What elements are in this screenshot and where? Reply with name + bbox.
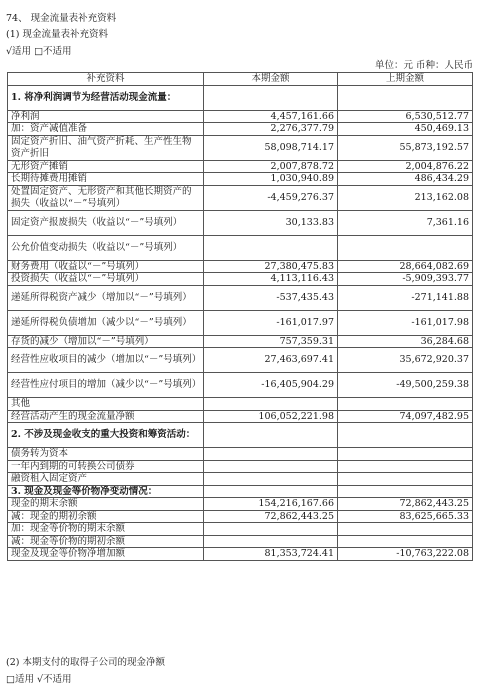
table-row (8, 448, 473, 461)
row-current-amount: 154,216,167.66 (204, 498, 338, 511)
row-label: 投资损失（收益以“－”号填列） (8, 273, 204, 286)
row-current-amount: 4,113,116.43 (204, 273, 338, 286)
row-label: 1. 将净利润调节为经营活动现金流量： (8, 85, 204, 110)
table-row (8, 160, 473, 173)
row-current-amount: 30,133.83 (204, 210, 338, 235)
row-current-amount (204, 523, 338, 536)
row-previous-amount: 28,664,082.69 (338, 260, 473, 273)
row-label: 其他 (8, 398, 204, 411)
row-previous-amount (338, 85, 473, 110)
table-row (8, 485, 473, 498)
row-current-amount (204, 535, 338, 548)
row-current-amount (204, 398, 338, 411)
table-row (8, 273, 473, 286)
row-previous-amount (338, 448, 473, 461)
table-row (8, 335, 473, 348)
row-label: 融资租入固定资产 (8, 473, 204, 486)
row-current-amount: 58,098,714.17 (204, 135, 338, 160)
row-current-amount: 2,276,377.79 (204, 123, 338, 136)
table-row (8, 423, 473, 448)
row-current-amount: -161,017.97 (204, 310, 338, 335)
row-label: 存货的减少（增加以“－”号填列） (8, 335, 204, 348)
table-row (8, 348, 473, 373)
row-current-amount: 2,007,878.72 (204, 160, 338, 173)
row-previous-amount (338, 398, 473, 411)
row-previous-amount (338, 473, 473, 486)
table-row (8, 410, 473, 423)
table-row (8, 173, 473, 186)
header-previous: 上期金额 (338, 73, 473, 86)
header-current: 本期金额 (204, 73, 338, 86)
units-label: 单位：元 币种：人民币 (374, 60, 473, 71)
table-row (8, 373, 473, 398)
table-row (8, 310, 473, 335)
row-label: 递延所得税负债增加（减少以“－”号填列） (8, 310, 204, 335)
row-previous-amount: -5,909,393.77 (338, 273, 473, 286)
table-row (8, 510, 473, 523)
row-label: 处置固定资产、无形资产和其他长期资产的损失（收益以“－”号填列） (8, 185, 204, 210)
section-title: 74、 现金流量表补充资料 (6, 13, 117, 24)
table-row (8, 285, 473, 310)
row-label: 加：资产减值准备 (8, 123, 204, 136)
table-row (8, 235, 473, 260)
row-previous-amount: 35,672,920.37 (338, 348, 473, 373)
row-current-amount (204, 235, 338, 260)
table-row (8, 473, 473, 486)
table-row (8, 135, 473, 160)
row-current-amount: 27,463,697.41 (204, 348, 338, 373)
row-current-amount: -16,405,904.29 (204, 373, 338, 398)
subsection-title-1: (1) 现金流量表补充资料 (6, 29, 108, 40)
row-previous-amount: 213,162.08 (338, 185, 473, 210)
row-previous-amount: 486,434.29 (338, 173, 473, 186)
row-previous-amount (338, 485, 473, 498)
row-previous-amount: 7,361.16 (338, 210, 473, 235)
row-previous-amount: -10,763,222.08 (338, 548, 473, 561)
row-previous-amount: 55,873,192.57 (338, 135, 473, 160)
table-row (8, 498, 473, 511)
row-previous-amount: 2,004,876.22 (338, 160, 473, 173)
table-row (8, 460, 473, 473)
row-label: 经营性应收项目的减少（增加以“－”号填列） (8, 348, 204, 373)
table-row (8, 535, 473, 548)
cash-flow-supplement-table (7, 72, 473, 561)
table-row (8, 185, 473, 210)
row-current-amount: 4,457,161.66 (204, 110, 338, 123)
row-current-amount: -537,435.43 (204, 285, 338, 310)
row-current-amount: 27,380,475.83 (204, 260, 338, 273)
row-previous-amount: -271,141.88 (338, 285, 473, 310)
row-label: 一年内到期的可转换公司债券 (8, 460, 204, 473)
header-item: 补充资料 (8, 73, 204, 86)
row-previous-amount: -161,017.98 (338, 310, 473, 335)
table-row (8, 123, 473, 136)
table-row (8, 85, 473, 110)
row-label: 净利润 (8, 110, 204, 123)
row-label: 固定资产报废损失（收益以“－”号填列） (8, 210, 204, 235)
row-previous-amount: 450,469.13 (338, 123, 473, 136)
row-label: 固定资产折旧、油气资产折耗、生产性生物资产折旧 (8, 135, 204, 160)
row-label: 现金的期末余额 (8, 498, 204, 511)
row-current-amount (204, 85, 338, 110)
subsection-title-2: (2) 本期支付的取得子公司的现金净额 (6, 657, 165, 668)
applicability-checkboxes-2: □适用 √不适用 (6, 674, 72, 685)
table-row (8, 210, 473, 235)
row-label: 公允价值变动损失（收益以“－”号填列） (8, 235, 204, 260)
row-current-amount: 106,052,221.98 (204, 410, 338, 423)
row-label: 无形资产摊销 (8, 160, 204, 173)
row-current-amount: -4,459,276.37 (204, 185, 338, 210)
row-label: 长期待摊费用摊销 (8, 173, 204, 186)
table-row (8, 398, 473, 411)
row-previous-amount (338, 235, 473, 260)
row-current-amount (204, 423, 338, 448)
row-label: 现金及现金等价物净增加额 (8, 548, 204, 561)
row-current-amount (204, 448, 338, 461)
row-previous-amount: -49,500,259.38 (338, 373, 473, 398)
row-label: 经营性应付项目的增加（减少以“－”号填列） (8, 373, 204, 398)
row-current-amount (204, 485, 338, 498)
row-previous-amount: 36,284.68 (338, 335, 473, 348)
applicability-checkboxes-1: √适用 □不适用 (6, 46, 72, 57)
table-row (8, 260, 473, 273)
row-previous-amount (338, 523, 473, 536)
table-row (8, 548, 473, 561)
row-previous-amount: 74,097,482.95 (338, 410, 473, 423)
row-current-amount: 1,030,940.89 (204, 173, 338, 186)
row-current-amount (204, 460, 338, 473)
row-label: 经营活动产生的现金流量净额 (8, 410, 204, 423)
row-label: 债务转为资本 (8, 448, 204, 461)
row-previous-amount: 83,625,665.33 (338, 510, 473, 523)
table-row (8, 523, 473, 536)
row-label: 财务费用（收益以“－”号填列） (8, 260, 204, 273)
row-label: 3. 现金及现金等价物净变动情况： (8, 485, 204, 498)
row-label: 加：现金等价物的期末余额 (8, 523, 204, 536)
row-previous-amount (338, 535, 473, 548)
row-current-amount: 757,359.31 (204, 335, 338, 348)
row-previous-amount (338, 423, 473, 448)
row-label: 减：现金的期初余额 (8, 510, 204, 523)
row-previous-amount (338, 460, 473, 473)
row-label: 递延所得税资产减少（增加以“－”号填列） (8, 285, 204, 310)
row-current-amount: 81,353,724.41 (204, 548, 338, 561)
row-label: 减：现金等价物的期初余额 (8, 535, 204, 548)
row-previous-amount: 6,530,512.77 (338, 110, 473, 123)
row-label: 2. 不涉及现金收支的重大投资和筹资活动： (8, 423, 204, 448)
table-header-row (8, 73, 473, 86)
row-current-amount (204, 473, 338, 486)
row-previous-amount: 72,862,443.25 (338, 498, 473, 511)
row-current-amount: 72,862,443.25 (204, 510, 338, 523)
table-row (8, 110, 473, 123)
